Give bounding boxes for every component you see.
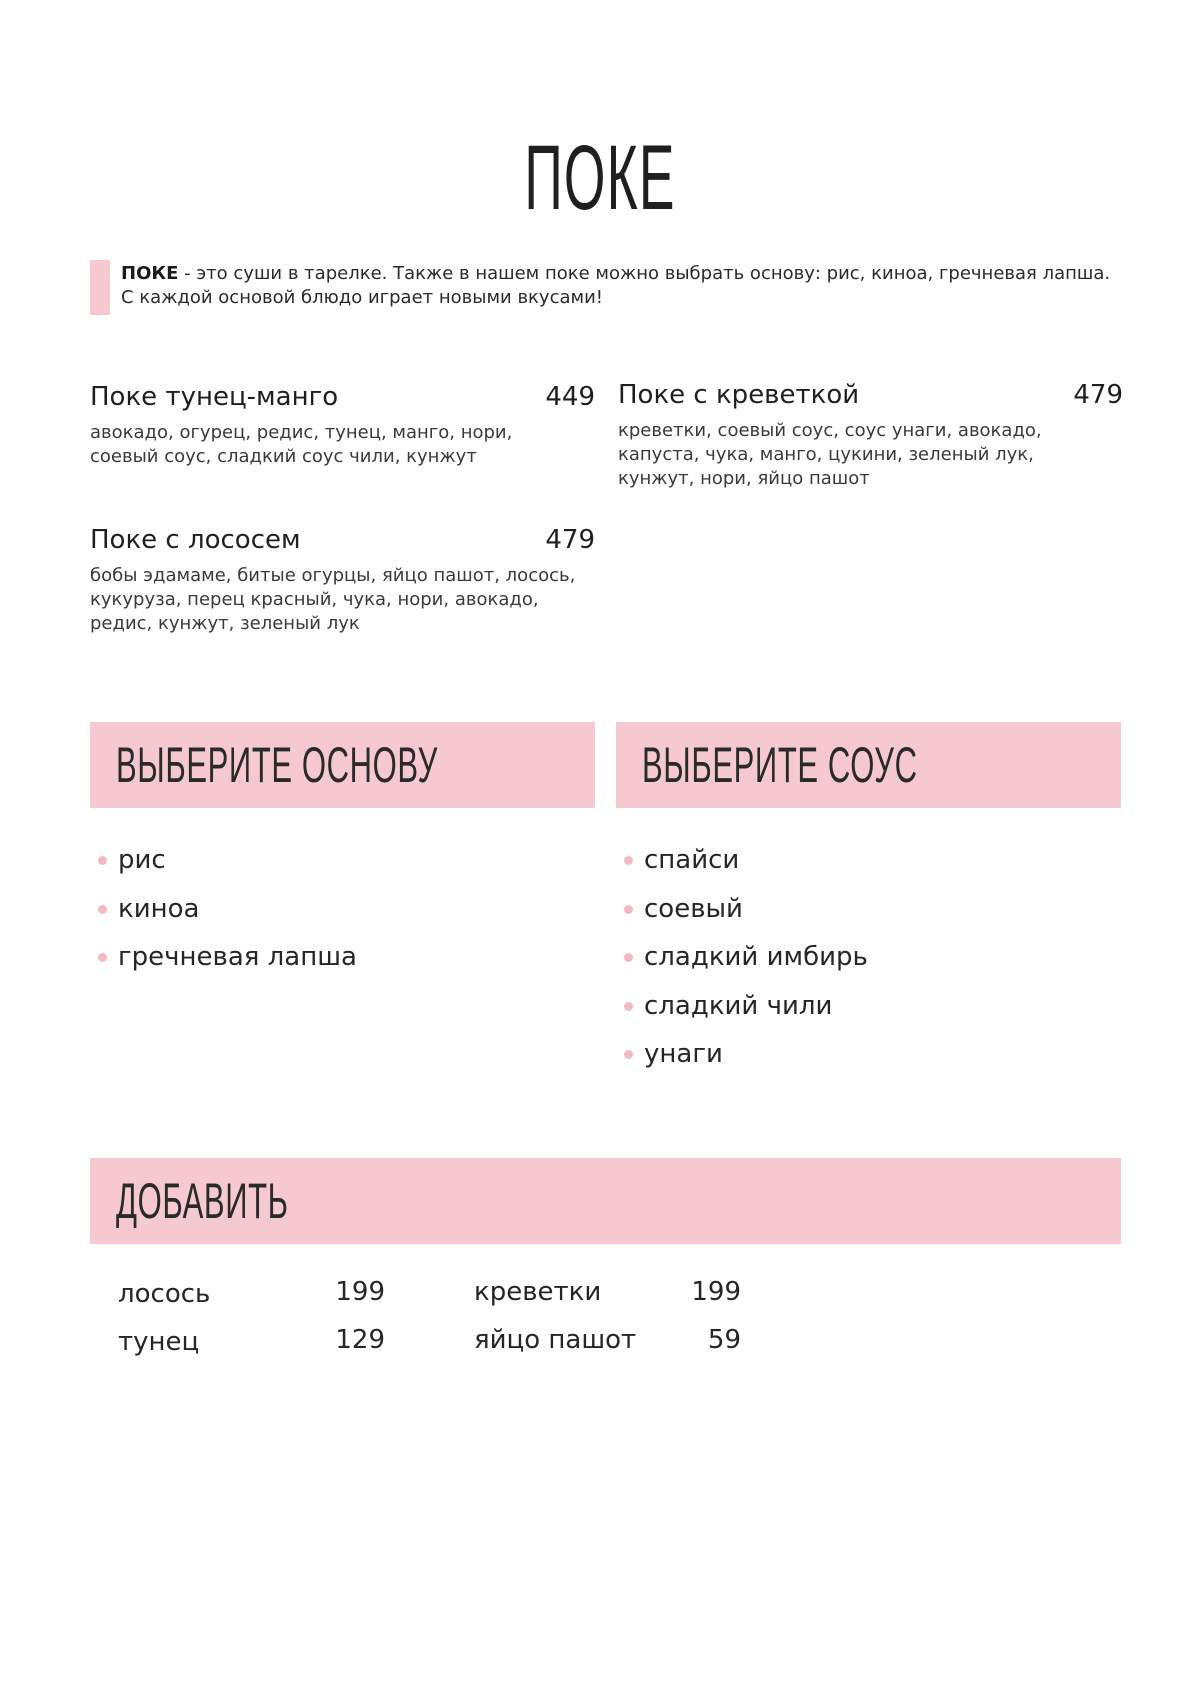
list-item-label: сладкий имбирь	[644, 942, 868, 972]
base-section-header	[90, 722, 595, 808]
dish-price: 449	[545, 382, 595, 412]
bullet-dot-icon	[98, 905, 107, 914]
list-item-label: киноа	[118, 893, 200, 924]
bullet-dot-icon	[98, 856, 107, 865]
intro-accent-bar	[90, 260, 110, 315]
list-item	[618, 941, 868, 990]
bullet-dot-icon	[624, 1002, 633, 1011]
intro-description: - это суши в тарелке. Также в нашем поке можно выбрать основу: рис, киноа, гречневая лапша. С каждой основой блюдо играет новыми вкусами!	[121, 263, 1111, 308]
dish-price: 479	[545, 525, 595, 555]
addons-section-header	[90, 1158, 1121, 1244]
list-item	[92, 844, 357, 893]
dish-description: бобы эдамаме, битые огурцы, яйцо пашот, лосось, кукуруза, перец красный, чука, нори, авокадо, редис, кунжут, зеленый лук	[90, 565, 576, 634]
addon-price-salmon: 199	[335, 1277, 385, 1307]
dish-name: Поке с креветкой	[618, 380, 860, 410]
addon-name-salmon: лосось	[118, 1279, 211, 1309]
list-item	[92, 941, 357, 990]
intro-text	[121, 262, 1121, 310]
list-item	[618, 844, 868, 893]
bullet-dot-icon	[624, 1050, 633, 1059]
list-item-label: унаги	[644, 1039, 723, 1069]
addon-price-poached-egg: 59	[707, 1325, 741, 1355]
bullet-dot-icon	[98, 953, 107, 962]
list-item	[618, 990, 868, 1039]
addon-price-shrimp: 199	[691, 1277, 741, 1307]
addon-price-tuna: 129	[335, 1325, 385, 1355]
list-item-label: спайси	[644, 845, 740, 875]
list-item-label: соевый	[644, 893, 743, 924]
list-item	[92, 893, 357, 942]
dish-description: авокадо, огурец, редис, тунец, манго, нори, соевый соус, сладкий соус чили, кунжут	[90, 422, 513, 467]
bullet-dot-icon	[624, 905, 633, 914]
base-options-list	[92, 844, 357, 990]
list-item-label: гречневая лапша	[118, 942, 357, 972]
list-item	[618, 893, 868, 942]
dish-name: Поке тунец-манго	[90, 382, 339, 412]
bullet-dot-icon	[624, 953, 633, 962]
dish-price: 479	[1073, 380, 1123, 410]
sauce-section-header	[616, 722, 1121, 808]
base-section-title: ВЫБЕРИТЕ ОСНОВУ	[116, 737, 438, 793]
list-item	[618, 1038, 868, 1087]
page-title: ПОКЕ	[524, 126, 676, 229]
sauce-options-list	[618, 844, 868, 1087]
intro-block	[90, 260, 1120, 315]
list-item-label: сладкий чили	[644, 990, 833, 1021]
dish-name: Поке с лососем	[90, 525, 301, 555]
addon-name-shrimp: креветки	[474, 1277, 602, 1307]
addons-section-title: ДОБАВИТЬ	[116, 1173, 289, 1229]
intro-bold-word: ПОКЕ	[121, 263, 179, 284]
list-item-label: рис	[118, 845, 166, 875]
addon-name-poached-egg: яйцо пашот	[474, 1325, 637, 1355]
addon-name-tuna: тунец	[118, 1327, 200, 1357]
bullet-dot-icon	[624, 856, 633, 865]
sauce-section-title: ВЫБЕРИТЕ СОУС	[642, 737, 918, 793]
dish-description: креветки, соевый соус, соус унаги, авокадо, капуста, чука, манго, цукини, зеленый лук, кунжут, нори, яйцо пашот	[618, 420, 1042, 489]
